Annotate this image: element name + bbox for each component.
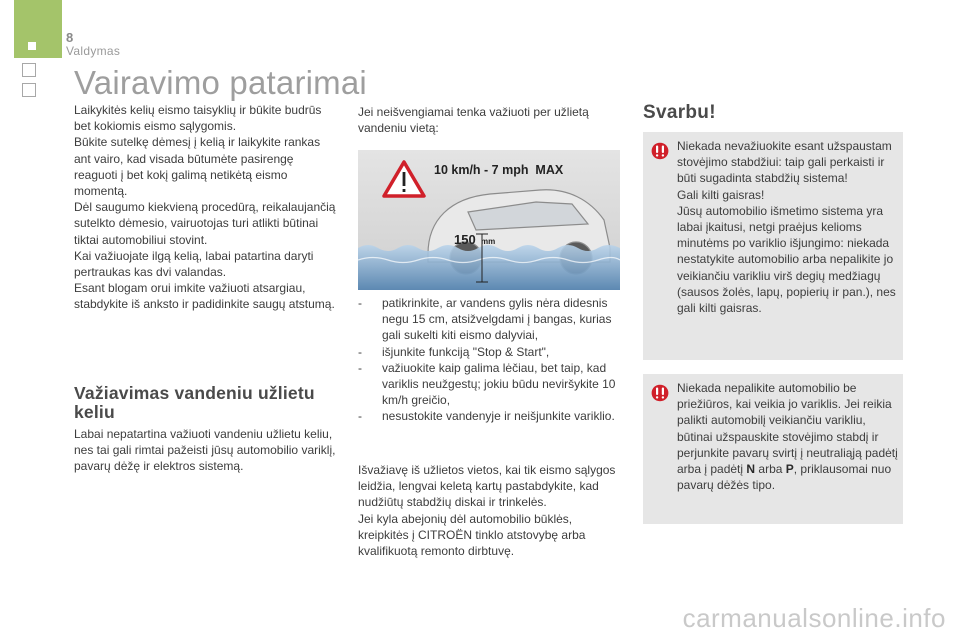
section-name: Valdymas (66, 44, 121, 58)
water-section-body: Labai nepatartina važiuoti vandeniu užlietu keliu, nes tai gali rimtai pažeisti jūsų automobilio variklį, pavarų dėžę ir elektros sistemą. (74, 427, 336, 474)
closing-paragraph: Jei kyla abejonių dėl automobilio būklės, kreipkitės į CITROËN tinklo atstovybę arba kvalifikuotą remonto dirbtuvę. (358, 511, 586, 559)
list-item: - patikrinkite, ar vandens gylis nėra didesnis negu 15 cm, atsižvelgdami į bangas, kurias gali sukelti kiti eismo dalyviai, (358, 296, 612, 343)
closing-paragraph: Išvažiavę iš užlietos vietos, kai tik eismo sąlygos leidžia, lengvai keletą kartų pastabdykite, kad nudžiūtų stabdžių diskai ir trinkelės. (358, 463, 616, 510)
depth-value: 150 (454, 232, 476, 247)
list-item: - nesustokite vandenyje ir neišjunkite variklio. (358, 409, 615, 424)
intro-paragraph: Būkite sutelkę dėmesį į kelią ir laikykite rankas ant vairo, kad visada būtumėte pasirengę reaguoti į bet kokį galimą netikėtą eismo momentą. (74, 135, 321, 199)
list-item: - išjunkite funkciją "Stop & Start", (358, 344, 550, 359)
warning-text (677, 138, 899, 316)
max-speed-label: 10 km/h - 7 mph MAX (434, 163, 564, 177)
depth-unit: mm (481, 237, 496, 246)
list-item: - važiuokite kaip galima lėčiau, bet taip, kad variklis neužgestų; jokiu būdu neviršykite 10 km/h greičio, (358, 360, 616, 408)
warning-text: Niekada nepalikite automobilio be priežiūros, kai veikia jo variklis. Jei reikia palikti automobilį veikiančiu varikliu, būtinai užspauskite stovėjimo stabdį ir perjunkite pavarų svirtį į neutraliąją padėtį arba į padėtį N arba P, priklausomai nuo pavarų dėžės tipo. (677, 381, 898, 493)
water-instructions-list (358, 295, 620, 425)
warning-box-parking-brake (643, 132, 903, 360)
intro-text (74, 102, 340, 313)
important-heading: Svarbu! (643, 102, 716, 123)
watermark: carmanualsonline.info (682, 603, 946, 633)
intro-paragraph: Esant blogam orui imkite važiuoti atsargiau, stabdykite iš anksto ir padidinkite saugų atstumą. (74, 281, 335, 312)
gear-p-label: P (785, 462, 794, 477)
warning-paragraph: Niekada nevažiuokite esant užspaustam stovėjimo stabdžiui: taip gali perkaisti ir būti sugadinta stabdžių sistema! (677, 139, 892, 186)
water-surface (358, 245, 620, 290)
page-number: 8 (66, 30, 74, 45)
section-marker-empty-1 (22, 63, 36, 77)
intro-paragraph: Dėl saugumo kiekvieną procedūrą, reikalaujančią sutelkto dėmesio, vairuotojas turi atlikti būtinai tiktai automobiliui stovint. (74, 200, 336, 247)
warning-box-engine-running (643, 374, 903, 524)
after-water-text (358, 462, 620, 559)
gear-n-label: N (746, 462, 756, 477)
water-section-heading: Važiavimas vandeniu užlietu keliu (74, 383, 315, 422)
page-title: Vairavimo patarimai (74, 64, 367, 101)
warning-paragraph: Jūsų automobilio išmetimo sistema yra labai įkaitusi, netgi praėjus kelioms minutėms po variklio išjungimo: niekada nestatykite automobilio arba nepalikite jo veikiančiu varikliu virš degių medžiagų (sausos žolės, lapų, popierių ir pan.), nes gali kilti gaisras. (677, 203, 896, 316)
warning-paragraph: Gali kilti gaisras! (677, 187, 765, 202)
exclamation-warning-icon (651, 142, 669, 160)
section-marker-empty-2 (22, 83, 36, 97)
flooded-road-illustration (358, 150, 620, 290)
section-tab-marker (14, 0, 62, 58)
water-intro: Jei neišvengiamai tenka važiuoti per užlietą vandeniu vietą: (358, 105, 589, 136)
intro-paragraph: Kai važiuojate ilgą kelią, labai patartina daryti pertraukas kas dvi valandas. (74, 248, 314, 280)
exclamation-warning-icon (651, 384, 669, 402)
intro-paragraph: Laikykitės kelių eismo taisyklių ir būkite budrūs bet kokiomis eismo sąlygomis. (74, 103, 322, 134)
